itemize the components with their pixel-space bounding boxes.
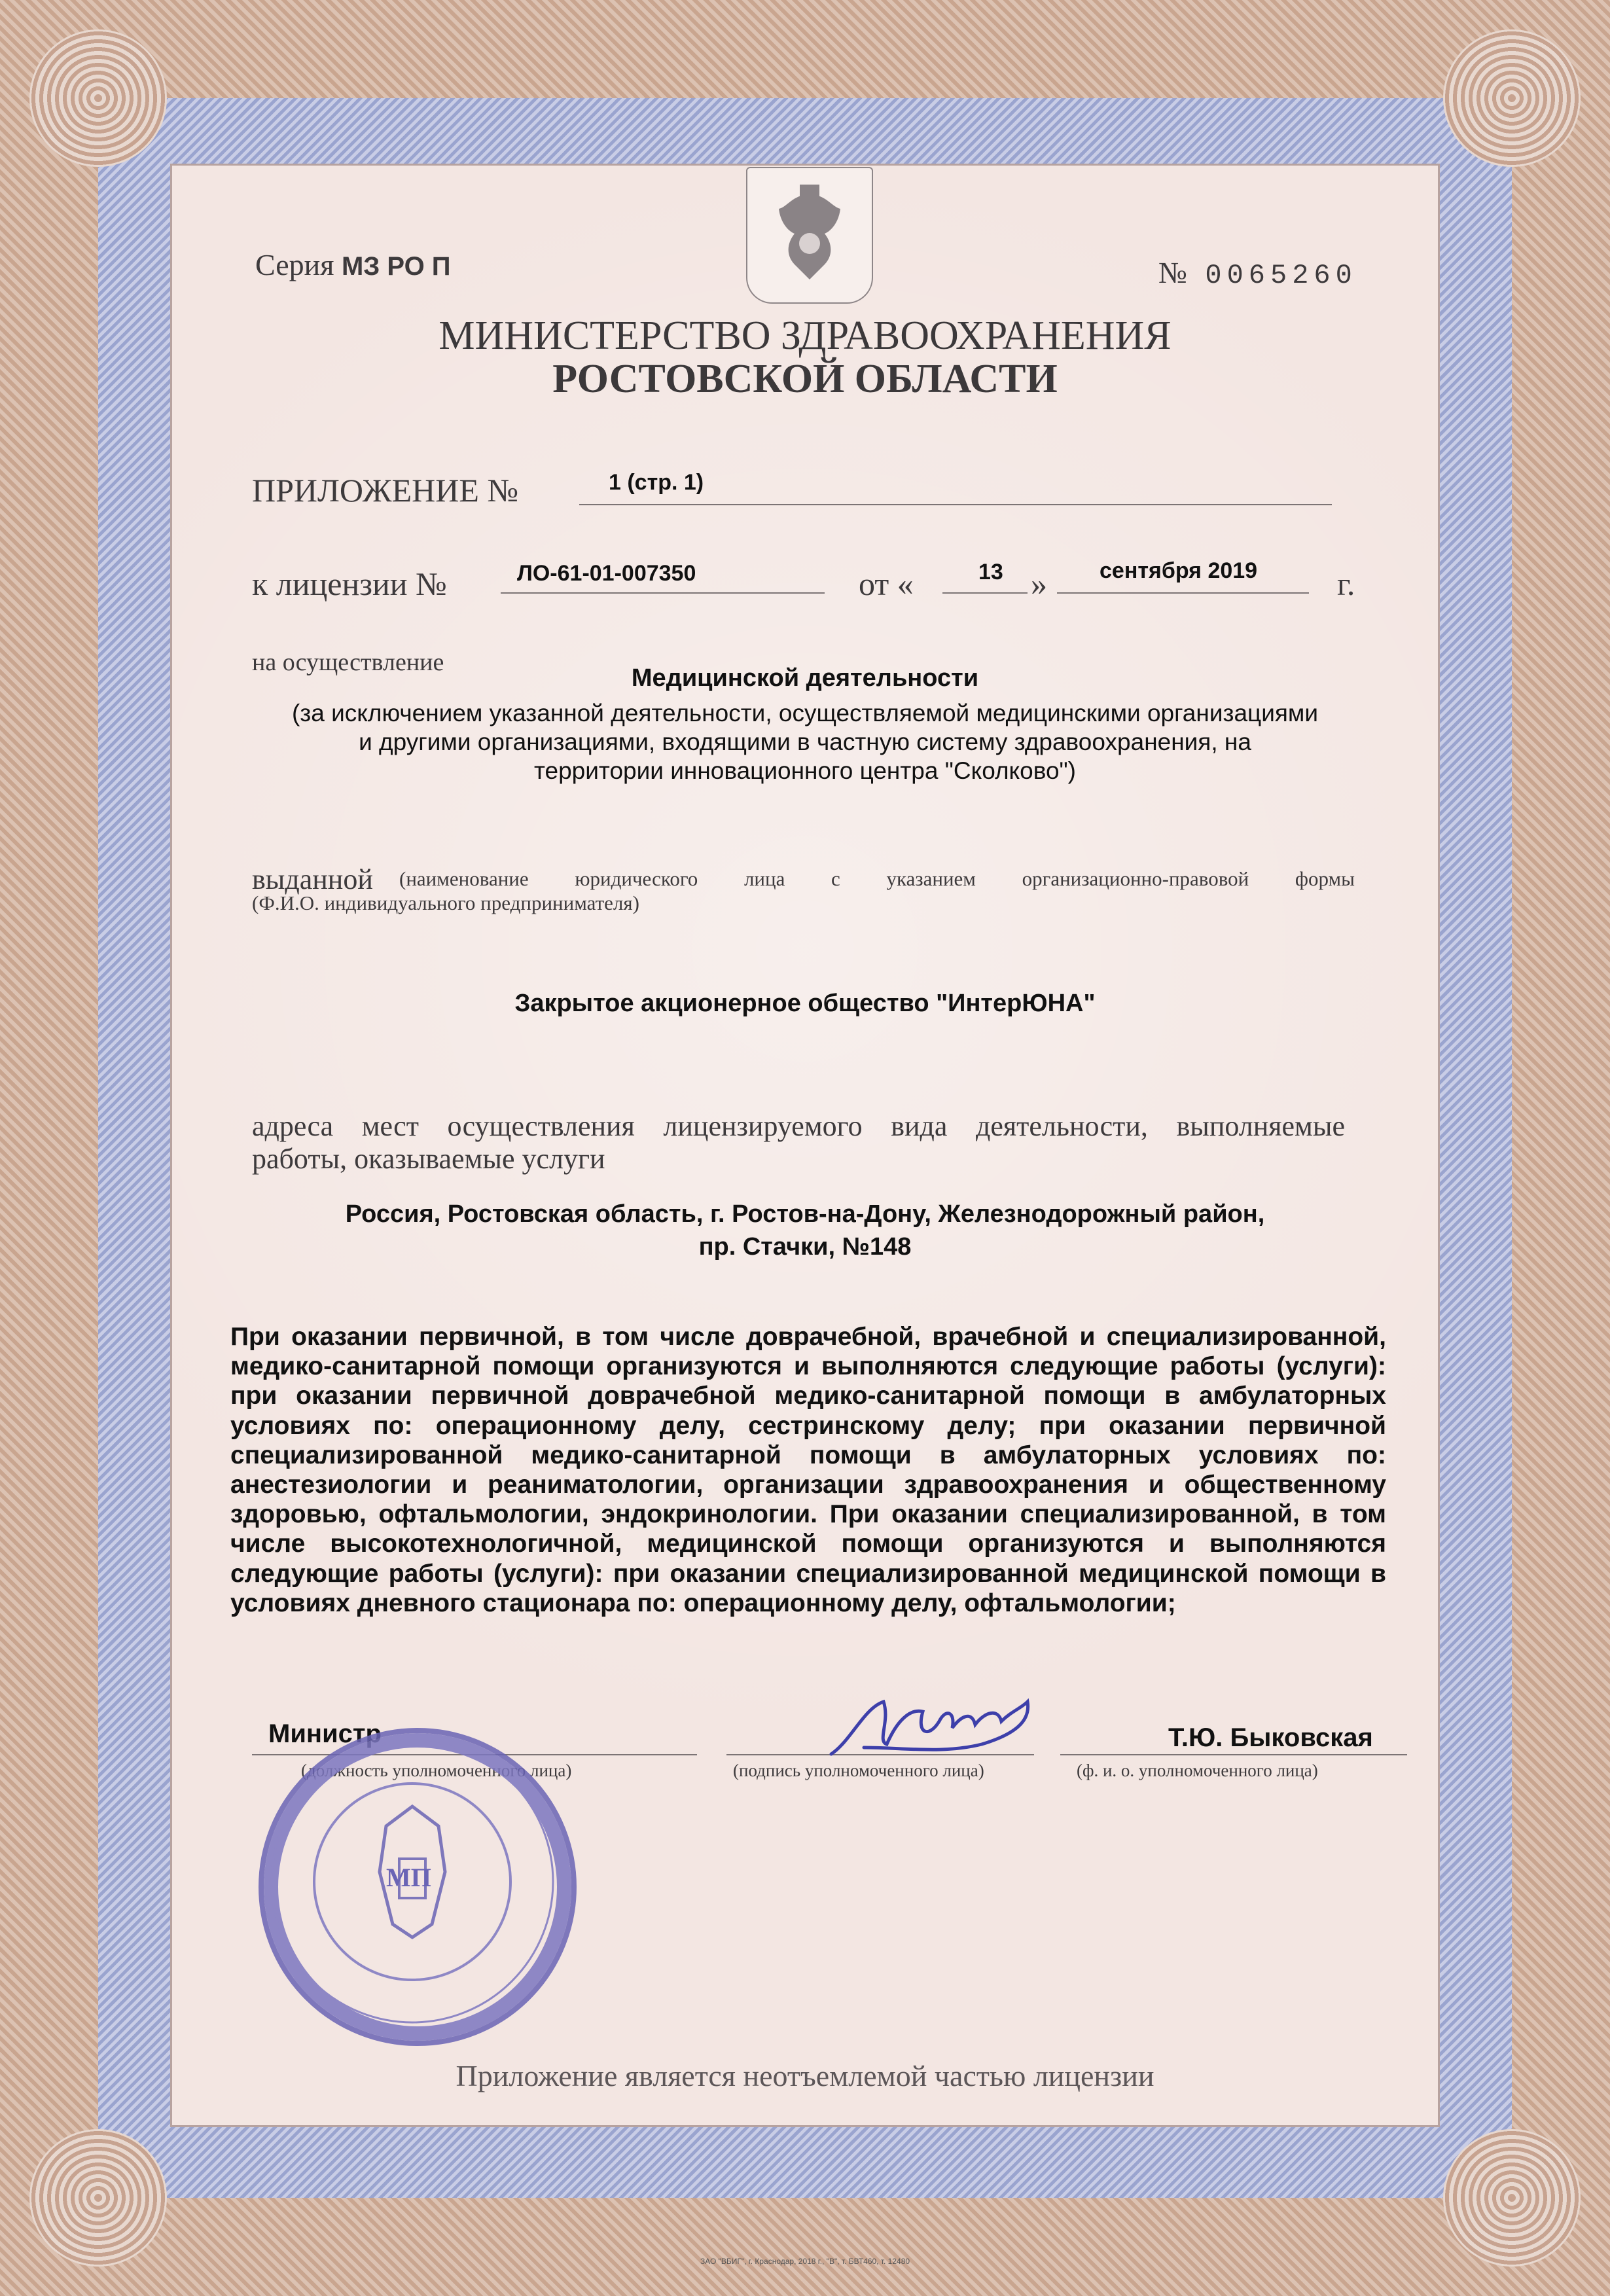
signatory-name: Т.Ю. Быковская <box>1168 1723 1373 1752</box>
position-hint: (должность уполномоченного лица) <box>301 1761 572 1780</box>
printer-line: ЗАО "ВБИГ", г. Краснодар, 2018 г., "В", т. БВТ460, т. 12480 <box>700 2257 910 2266</box>
activity-label: на осуществление <box>252 649 444 676</box>
address-label-line2: работы, оказываемые услуги <box>252 1143 605 1175</box>
license-year-suffix: г. <box>1337 565 1355 602</box>
signature-hint: (подпись уполномоченного лица) <box>733 1761 984 1780</box>
appendix-underline <box>579 504 1332 505</box>
license-number-underline <box>501 592 825 594</box>
license-day-close: » <box>1031 565 1047 602</box>
corner-rosette-icon <box>29 2129 167 2267</box>
address-label-line1: адреса мест осуществления лицензируемого вида деятельности, выполняемые <box>252 1110 1345 1142</box>
appendix-value: 1 (стр. 1) <box>609 470 704 495</box>
signatory-position: Министр <box>268 1719 382 1748</box>
activity-description-line: территории инновационного центра "Сколково") <box>533 757 1077 784</box>
corner-rosette-icon <box>1443 2129 1581 2267</box>
services-text: При оказании первичной, в том числе доврачебной, врачебной и специализированной, медико-санитарной помощи организуются и выполняются следующие работы (услуги): при оказании первичной доврачебной медико-санитарной помощи в амбулаторных условиях по: операционному делу, сестринскому делу; при оказании первичной специализированной медико-санитарной помощи в амбулаторных условиях по: анестезиологии и реаниматологии, организации здравоохранения и общественному здоровью, офтальмологии, эндокринологии. При оказании специализированной, в том числе высокотехнологичной, медицинской помощи организуются и выполняются следующие работы (услуги): при оказании специализированной медицинской помощи в условиях дневного стационара по: операционному делу, офтальмологии; <box>230 1323 1386 1617</box>
series-value: МЗ РО П <box>341 252 451 281</box>
issued-hint-line1: (наименование юридического лица с указанием организационно-правовой формы <box>399 867 1355 890</box>
activity-description-line: и другими организациями, входящими в частную систему здравоохранения, на <box>359 728 1251 755</box>
license-date-underline <box>1057 592 1309 594</box>
issued-hint-line2: (Ф.И.О. индивидуального предпринимателя) <box>252 891 639 914</box>
ministry-title <box>196 314 1414 401</box>
name-hint: (ф. и. о. уполномоченного лица) <box>1077 1761 1318 1780</box>
license-prefix: к лицензии № <box>252 565 447 602</box>
corner-rosette-icon <box>29 29 167 167</box>
license-from-label: от « <box>859 565 914 602</box>
ministry-line2: РОСТОВСКОЙ ОБЛАСТИ <box>552 357 1058 401</box>
organization-name: Закрытое акционерное общество "ИнтерЮНА" <box>514 990 1096 1017</box>
mp-label: МП <box>386 1863 431 1892</box>
series-row <box>255 247 451 282</box>
corner-rosette-icon <box>1443 29 1581 167</box>
handwritten-signature-icon <box>825 1682 1047 1767</box>
address-value-line2: пр. Стачки, №148 <box>698 1233 912 1261</box>
ministry-line1: МИНИСТЕРСТВО ЗДРАВООХРАНЕНИЯ <box>438 314 1172 358</box>
address-value-line1: Россия, Ростовская область, г. Ростов-на-Дону, Железнодорожный район, <box>345 1200 1265 1228</box>
number-label: № <box>1158 256 1192 289</box>
number-value: 0065260 <box>1205 260 1357 291</box>
russian-coat-of-arms-icon <box>746 167 873 304</box>
license-month-year: сентября 2019 <box>1100 558 1258 583</box>
activity-description-line: (за исключением указанной деятельности, осуществляемой медицинскими организациями <box>291 700 1319 726</box>
address-value <box>196 1198 1414 1263</box>
activity-description <box>196 699 1414 785</box>
license-number: ЛО-61-01-007350 <box>517 561 696 586</box>
license-day: 13 <box>978 560 1003 584</box>
activity-title: Медицинской деятельности <box>631 664 979 692</box>
name-underline <box>1060 1754 1407 1755</box>
license-day-underline <box>942 592 1028 594</box>
appendix-label: ПРИЛОЖЕНИЕ № <box>252 472 519 509</box>
form-number <box>1158 255 1357 291</box>
footer-note: Приложение является неотъемлемой частью лицензии <box>456 2059 1154 2092</box>
series-label: Серия <box>255 248 334 281</box>
issued-label: выданной <box>252 863 373 895</box>
